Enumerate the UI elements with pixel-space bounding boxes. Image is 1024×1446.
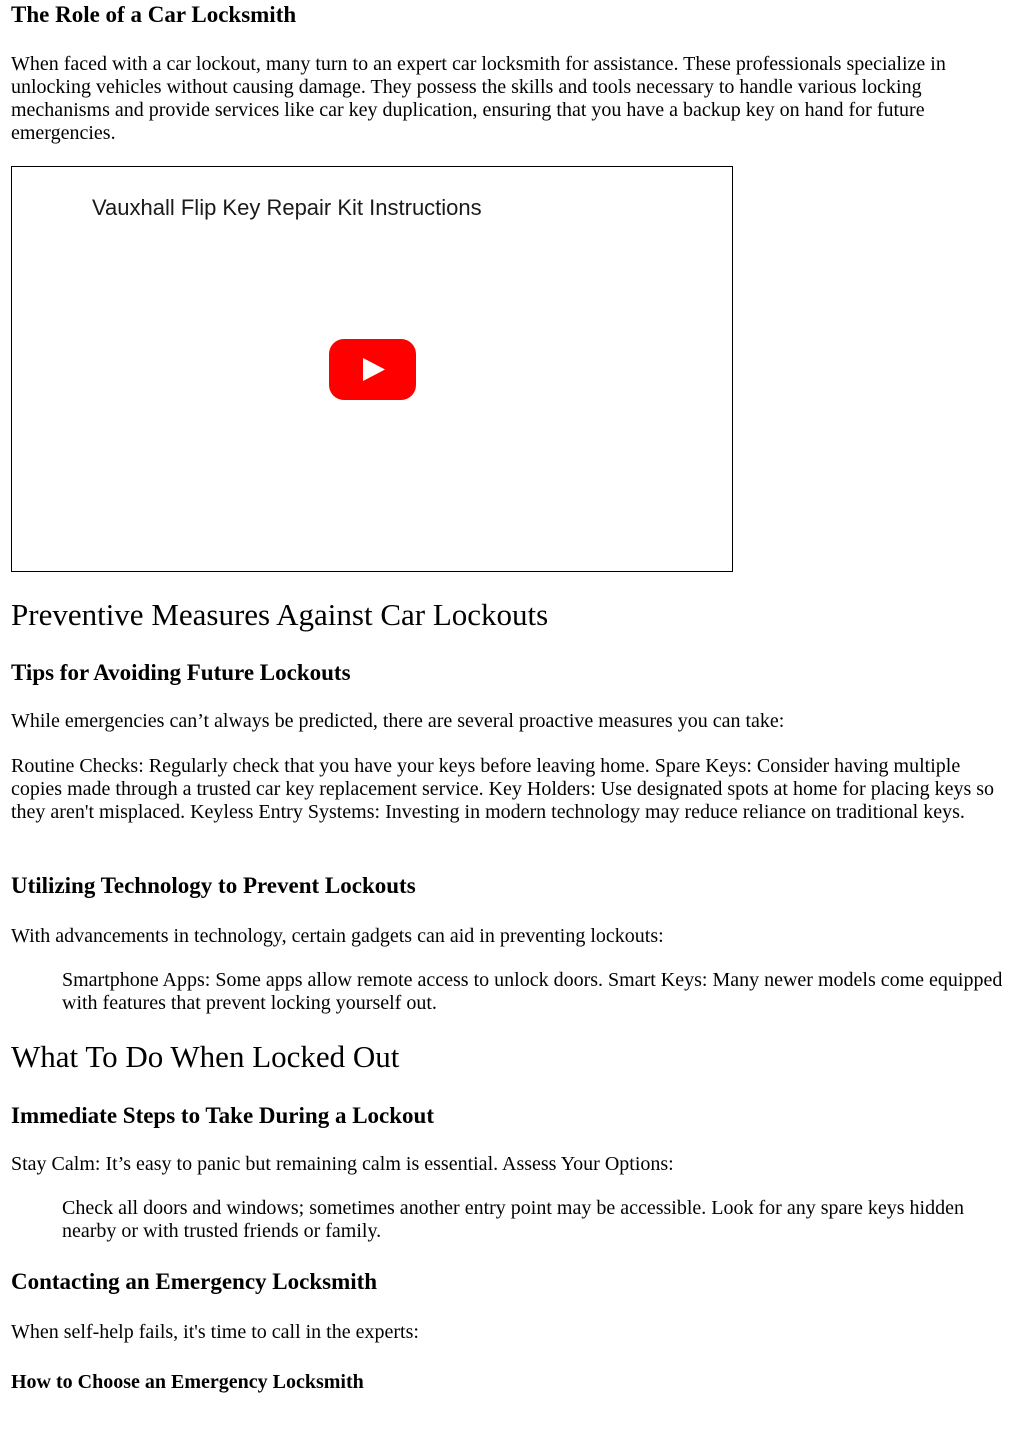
steps-intro: Stay Calm: It’s easy to panic but remaining calm is essential. Assess Your Options: <box>11 1153 674 1175</box>
tips-heading: Tips for Avoiding Future Lockouts <box>11 660 351 685</box>
youtube-play-icon[interactable] <box>329 339 416 400</box>
tips-intro: While emergencies can’t always be predicted, there are several proactive measures you can take: <box>11 710 785 732</box>
tech-intro: With advancements in technology, certain gadgets can aid in preventing lockouts: <box>11 925 664 947</box>
choose-heading: How to Choose an Emergency Locksmith <box>11 1371 364 1393</box>
video-embed[interactable] <box>11 166 733 572</box>
role-heading: The Role of a Car Locksmith <box>11 2 297 27</box>
contact-intro: When self-help fails, it's time to call in the experts: <box>11 1321 419 1343</box>
video-title[interactable]: Vauxhall Flip Key Repair Kit Instructions <box>92 195 482 220</box>
tech-heading: Utilizing Technology to Prevent Lockouts <box>11 873 416 898</box>
locked-out-heading: What To Do When Locked Out <box>11 1039 400 1074</box>
steps-list: Check all doors and windows; sometimes another entry point may be accessible. Look for any spare keys hidden nearby or with trusted friends or family. <box>62 1197 964 1242</box>
role-paragraph: When faced with a car lockout, many turn to an expert car locksmith for assistance. These professionals specialize in unlocking vehicles without causing damage. They possess the skills and tools necessary to handle various locking mechanisms and provide services like car key duplication, ensuring that you have a backup key on hand for future emergencies. <box>11 53 946 144</box>
tips-paragraph: Routine Checks: Regularly check that you have your keys before leaving home. Spare Keys: Consider having multiple copies made through a trusted car key replacement service. Key Holders: Use designated spots at home for placing keys so they aren't misplaced. Keyless Entry Systems: Investing in modern technology may reduce reliance on traditional keys. <box>11 755 995 823</box>
preventive-heading: Preventive Measures Against Car Lockouts <box>11 597 549 632</box>
tech-list: Smartphone Apps: Some apps allow remote access to unlock doors. Smart Keys: Many newer models come equipped with features that prevent locking yourself out. <box>62 969 1003 1014</box>
contact-heading: Contacting an Emergency Locksmith <box>11 1269 378 1294</box>
steps-heading: Immediate Steps to Take During a Lockout <box>11 1103 434 1128</box>
